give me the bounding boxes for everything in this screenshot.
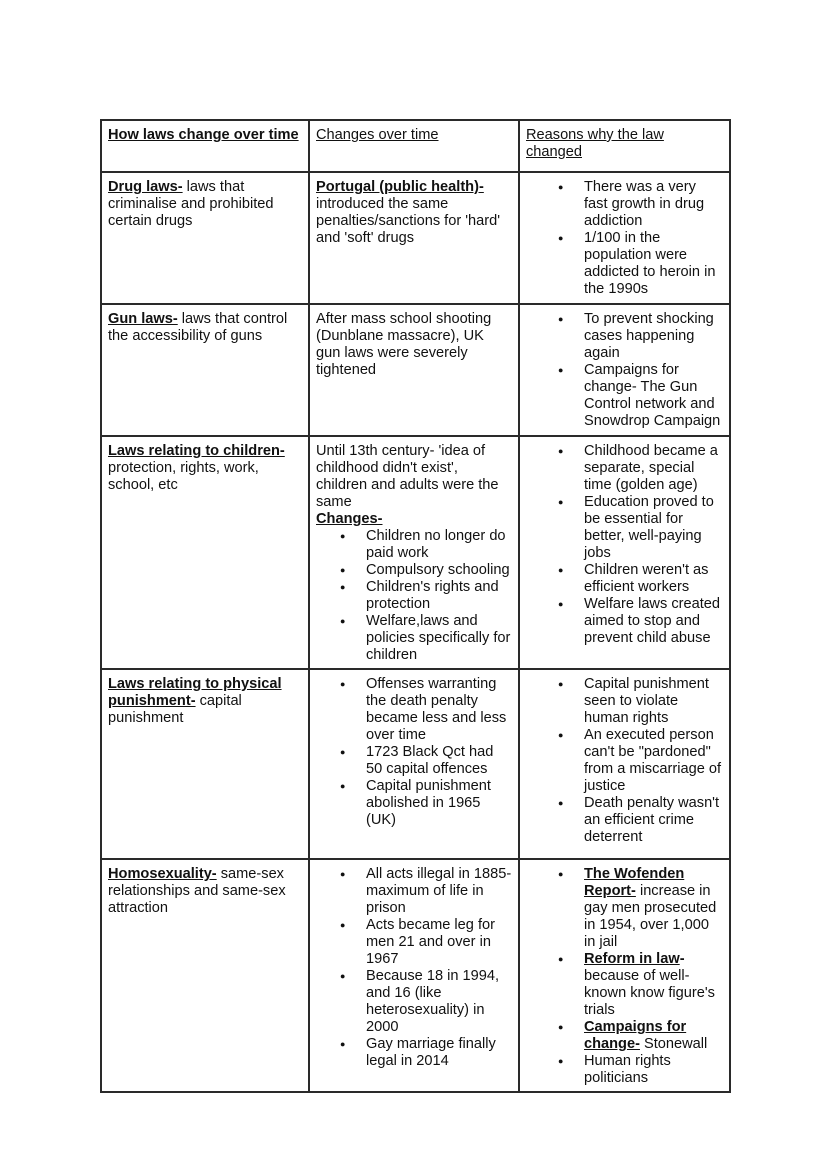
table-row-gun-laws (101, 304, 730, 436)
changes-cell (309, 859, 519, 1092)
reason-title: Reform in law (584, 951, 680, 967)
topic-title: Laws relating to physical punishment- (108, 676, 282, 709)
changes-title: Changes- (316, 511, 383, 527)
changes-cell (309, 304, 519, 436)
changes-title: Portugal (public health)- (316, 179, 484, 195)
changes-list (316, 528, 512, 664)
topic-title: Drug laws- (108, 179, 183, 195)
changes-text: After mass school shooting (Dunblane massacre), UK gun laws were severely tightened (316, 311, 492, 378)
topic-description: laws that criminalise and prohibited certain drugs (108, 179, 274, 229)
reasons-list (526, 866, 723, 1087)
list-item: ● Children weren't as efficient workers (584, 562, 723, 596)
changes-cell (309, 436, 519, 669)
topic-title: Homosexuality- (108, 866, 217, 882)
topic-cell (101, 304, 309, 436)
list-item: ● There was a very fast growth in drug addiction (584, 179, 723, 230)
list-item: ● An executed person can't be "pardoned" from a miscarriage of justice (584, 727, 723, 795)
list-item: ● Because 18 in 1994, and 16 (like heterosexuality) in 2000 (366, 968, 512, 1036)
header-row (101, 120, 730, 172)
table-row-children-laws (101, 436, 730, 669)
list-item (584, 866, 723, 951)
list-item (584, 951, 723, 1019)
changes-cell (309, 669, 519, 859)
header-reasons: Reasons why the law changed (526, 127, 664, 160)
list-item: ● Capital punishment seen to violate human rights (584, 676, 723, 727)
topic-description: same-sex relationships and same-sex attraction (108, 866, 286, 916)
topic-description: laws that control the accessibility of guns (108, 311, 288, 344)
reasons-cell (519, 436, 730, 669)
list-item: ● Campaigns for change- The Gun Control network and Snowdrop Campaign (584, 362, 723, 430)
changes-list (316, 866, 512, 1070)
list-item: ● 1/100 in the population were addicted to heroin in the 1990s (584, 230, 723, 298)
table-row-drug-laws (101, 172, 730, 304)
changes-intro: Until 13th century- 'idea of childhood didn't exist', children and adults were the same (316, 443, 499, 510)
reason-title: The Wofenden Report- (584, 866, 685, 899)
list-item (584, 1053, 723, 1087)
changes-text: introduced the same penalties/sanctions for 'hard' and 'soft' drugs (316, 196, 501, 246)
list-item: ● Childhood became a separate, special time (golden age) (584, 443, 723, 494)
table-row-physical-punishment (101, 669, 730, 859)
topic-cell (101, 436, 309, 669)
list-item: ● Offenses warranting the death penalty became less and less over time (366, 676, 512, 744)
reasons-cell (519, 859, 730, 1092)
list-item: ● Children no longer do paid work (366, 528, 512, 562)
table-row-homosexuality (101, 859, 730, 1092)
list-item: ● Children's rights and protection (366, 579, 512, 613)
list-item: ● Welfare laws created aimed to stop and prevent child abuse (584, 596, 723, 647)
reasons-list (526, 179, 723, 298)
topic-cell (101, 859, 309, 1092)
reasons-cell (519, 304, 730, 436)
changes-cell (309, 172, 519, 304)
header-cell (519, 120, 730, 172)
topic-description: protection, rights, work, school, etc (108, 460, 259, 493)
list-item: ● Compulsory schooling (366, 562, 512, 579)
header-changes-over-time: Changes over time (316, 127, 439, 143)
list-item: ● Capital punishment abolished in 1965 (UK) (366, 778, 512, 829)
reasons-list (526, 676, 723, 846)
reasons-list (526, 443, 723, 647)
list-item: ● To prevent shocking cases happening again (584, 311, 723, 362)
reason-text: Human rights politicians (584, 1053, 671, 1086)
reason-text: Stonewall (639, 1036, 708, 1052)
topic-cell (101, 669, 309, 859)
list-item: ● Acts became leg for men 21 and over in 1967 (366, 917, 512, 968)
reason-title: Campaigns for change- (584, 1019, 687, 1052)
list-item: ● All acts illegal in 1885- maximum of life in prison (366, 866, 512, 917)
topic-description: capital punishment (108, 693, 242, 726)
reasons-list (526, 311, 723, 430)
list-item: ● Death penalty wasn't an efficient crime deterrent (584, 795, 723, 846)
list-item: ● Education proved to be essential for better, well-paying jobs (584, 494, 723, 562)
header-cell (101, 120, 309, 172)
reason-title-suffix: - (679, 951, 685, 967)
laws-table (100, 119, 731, 1093)
topic-cell (101, 172, 309, 304)
reasons-cell (519, 172, 730, 304)
topic-title: Gun laws- (108, 311, 178, 327)
list-item: ● Welfare,laws and policies specifically for children (366, 613, 512, 664)
list-item (584, 1019, 723, 1053)
reasons-cell (519, 669, 730, 859)
list-item: ● 1723 Black Qct had 50 capital offences (366, 744, 512, 778)
topic-title: Laws relating to children- (108, 443, 285, 459)
header-how-laws-change: How laws change over time (108, 127, 299, 143)
header-cell (309, 120, 519, 172)
reason-text: increase in gay men prosecuted in 1954, over 1,000 in jail (584, 883, 717, 950)
reason-text: because of well-known know figure's trials (584, 968, 715, 1018)
changes-list (316, 676, 512, 829)
list-item: ● Gay marriage finally legal in 2014 (366, 1036, 512, 1070)
